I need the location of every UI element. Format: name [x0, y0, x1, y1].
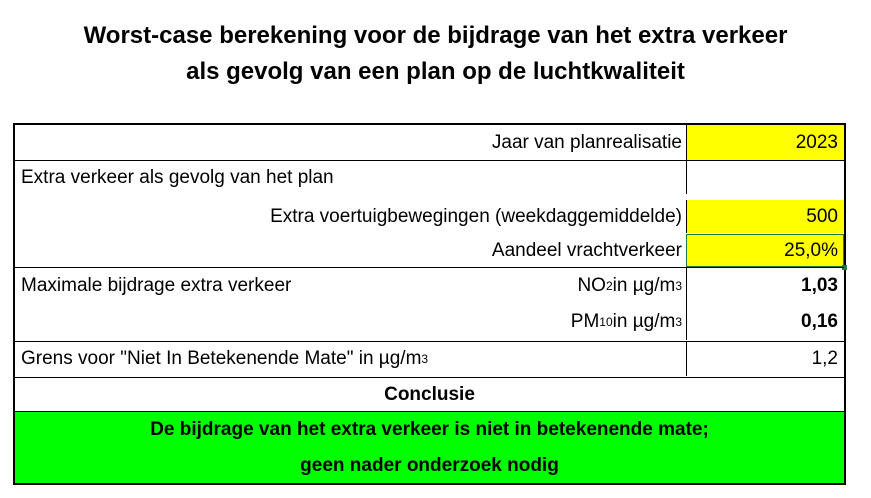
no2-unit: in µg/m	[612, 275, 676, 296]
conclusion-line-1: De bijdrage van het extra verkeer is niet in betekenende mate;	[150, 418, 709, 440]
pm10-value[interactable]: 0,16	[686, 304, 844, 340]
voertuigbewegingen-input[interactable]: 500	[686, 200, 844, 233]
grens-label-text: Grens voor "Niet In Betekenende Mate" in µg/m	[21, 348, 422, 369]
calculation-table	[13, 123, 846, 485]
page-title	[0, 18, 871, 90]
grens-value[interactable]: 1,2	[686, 342, 844, 376]
row-voertuigbewegingen	[15, 200, 844, 233]
extra-verkeer-empty-cell[interactable]	[686, 161, 844, 194]
conclusion-line-2: geen nader onderzoek nodig	[300, 454, 559, 476]
divider	[15, 377, 844, 378]
conclusion-heading: Conclusie	[384, 384, 475, 405]
row-extra-verkeer	[15, 161, 844, 194]
no2-label: NO 2 in µg/m 3	[577, 275, 682, 296]
aandeel-value: 25,0%	[784, 239, 838, 261]
no2-value[interactable]: 1,03	[686, 268, 844, 304]
title-line-2: als gevolg van een plan op de luchtkwaliteit	[186, 58, 685, 85]
jaar-label: Jaar van planrealisatie	[491, 131, 682, 153]
no2-prefix: NO	[577, 275, 606, 296]
pm10-unit: in µg/m	[612, 311, 676, 332]
row-grens	[15, 342, 844, 376]
extra-verkeer-label: Extra verkeer als gevolg van het plan	[21, 166, 334, 188]
aandeel-label: Aandeel vrachtverkeer	[491, 239, 682, 261]
grens-label: Grens voor "Niet In Betekenende Mate" in µg/m 3	[21, 348, 429, 369]
title-line-1: Worst-case berekening voor de bijdrage van het extra verkeer	[83, 22, 788, 49]
maximale-bijdrage-label: Maximale bijdrage extra verkeer	[21, 275, 292, 296]
row-no2	[15, 268, 844, 304]
pm10-prefix: PM	[570, 311, 600, 332]
pm10-label: PM 10 in µg/m 3	[570, 311, 682, 332]
jaar-input[interactable]: 2023	[686, 125, 844, 160]
row-pm10	[15, 304, 844, 340]
row-aandeel	[15, 234, 844, 267]
row-jaar	[15, 125, 844, 160]
voertuigbewegingen-label: Extra voertuigbewegingen (weekdaggemiddelde)	[270, 205, 682, 227]
conclusion-box	[15, 412, 844, 483]
aandeel-input[interactable]	[686, 234, 844, 267]
